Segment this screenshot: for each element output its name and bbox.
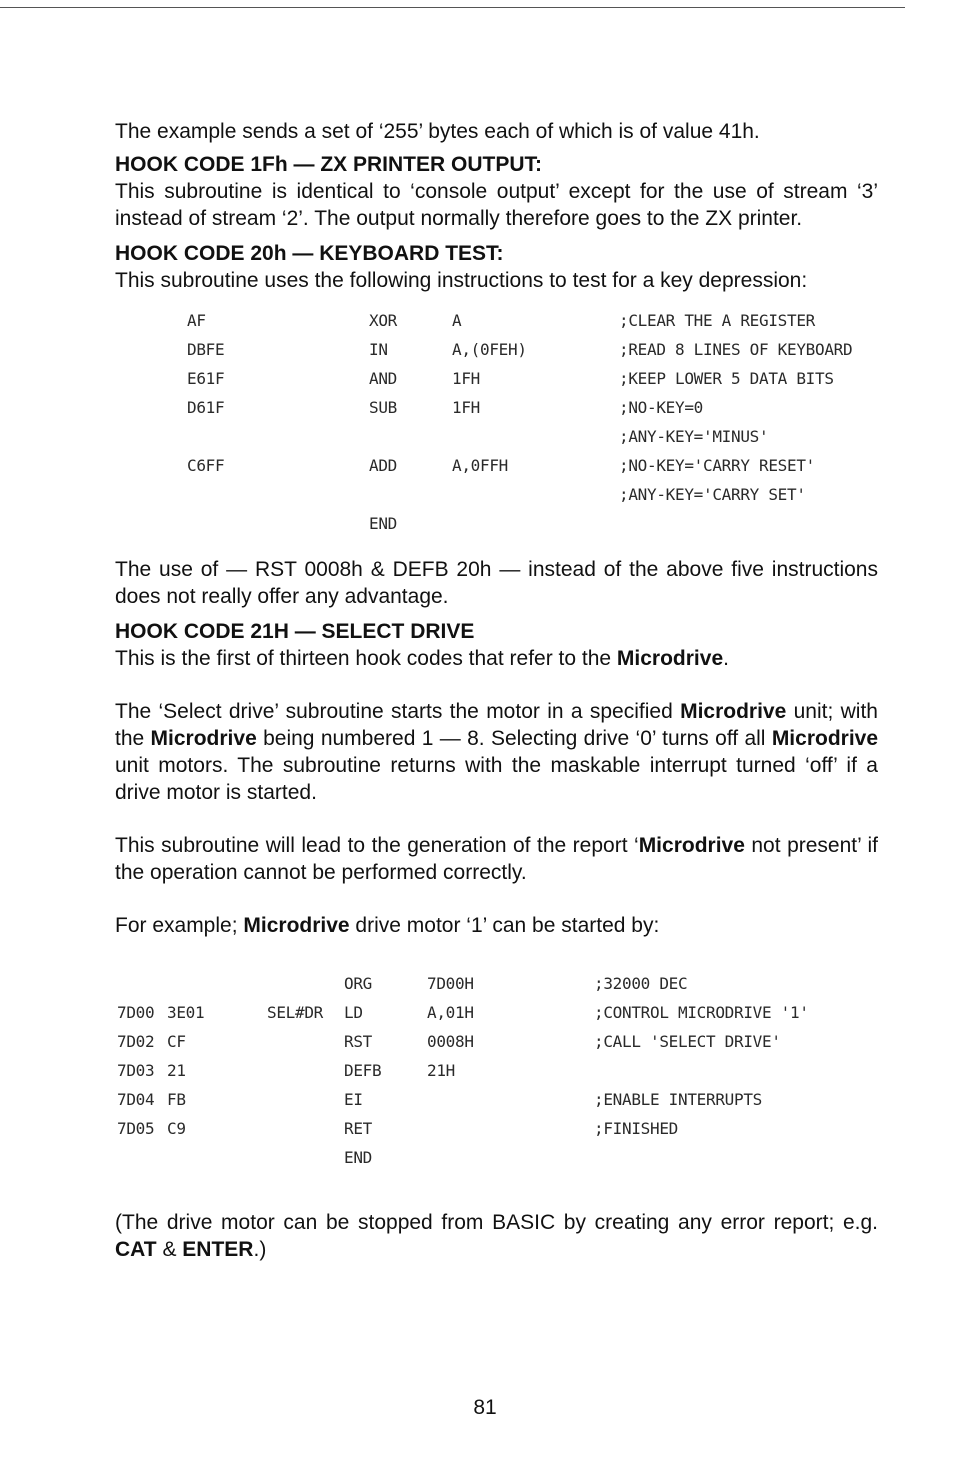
paragraph-hook-21-intro	[115, 645, 878, 672]
code-op: ADD	[369, 456, 397, 475]
code-op: DEFB	[344, 1061, 382, 1080]
text: being numbered 1 — 8. Selecting drive ‘0’ turns off all	[256, 727, 772, 750]
code-op: LD	[344, 1003, 363, 1022]
code-code: FB	[167, 1090, 186, 1109]
text: unit motors. The subroutine returns with the maskable interrupt turned ‘off’ if a drive motor is started.	[115, 754, 878, 804]
code-arg: A,(0FEH)	[452, 340, 527, 359]
code-addr: 7D05	[117, 1119, 155, 1138]
code-arg: 1FH	[452, 398, 480, 417]
code-op: EI	[344, 1090, 363, 1109]
paragraph-report	[115, 832, 878, 886]
microdrive-term: Microdrive	[638, 834, 745, 857]
text: not present’ if the operation cannot be performed correctly.	[115, 834, 878, 884]
heading-hook-21: HOOK CODE 21H — SELECT DRIVE	[115, 620, 475, 643]
code-comment: ;ENABLE INTERRUPTS	[594, 1090, 762, 1109]
code-arg: 21H	[427, 1061, 455, 1080]
page-number: 81	[473, 1396, 497, 1419]
text: .	[723, 647, 729, 670]
code-comment: ;FINISHED	[594, 1119, 678, 1138]
code-op: END	[369, 514, 397, 533]
paragraph-closing	[115, 1209, 878, 1263]
paragraph-rst-note: The use of — RST 0008h & DEFB 20h — instead of the above five instructions does not really offer any advantage.	[115, 558, 878, 608]
code-code: AF	[187, 311, 206, 330]
text: This subroutine will lead to the generation of the report ‘	[115, 834, 639, 857]
code-code: CF	[167, 1032, 186, 1051]
heading-hook-1f: HOOK CODE 1Fh — ZX PRINTER OUTPUT:	[115, 153, 543, 176]
code-op: IN	[369, 340, 388, 359]
code-comment: ;KEEP LOWER 5 DATA BITS	[619, 369, 834, 388]
text: (The drive motor can be stopped from BASIC by creating any error report; e.g.	[115, 1211, 878, 1234]
code-arg: 1FH	[452, 369, 480, 388]
code-arg: A,0FFH	[452, 456, 508, 475]
heading-hook-20: HOOK CODE 20h — KEYBOARD TEST:	[115, 242, 504, 265]
code-op: END	[344, 1148, 372, 1167]
paragraph-hook-20: This subroutine uses the following instructions to test for a key depression:	[115, 269, 808, 292]
code-op: RST	[344, 1032, 372, 1051]
code-comment: ;CLEAR THE A REGISTER	[619, 311, 815, 330]
text: .)	[253, 1238, 267, 1261]
code-op: XOR	[369, 311, 397, 330]
microdrive-term: Microdrive	[616, 647, 724, 670]
code-addr: 7D03	[117, 1061, 155, 1080]
code-addr: 7D02	[117, 1032, 155, 1051]
code-op: SUB	[369, 398, 397, 417]
page-body	[115, 118, 878, 1263]
code-code: 3E01	[167, 1003, 205, 1022]
code-arg: A	[452, 311, 462, 330]
keyboard-test-listing	[115, 306, 878, 546]
code-code: D61F	[187, 398, 225, 417]
code-code: C6FF	[187, 456, 225, 475]
code-comment: ;CONTROL MICRODRIVE '1'	[594, 1003, 809, 1022]
paragraph-select-drive	[115, 698, 878, 806]
code-code: DBFE	[187, 340, 225, 359]
code-op: AND	[369, 369, 397, 388]
code-code: E61F	[187, 369, 225, 388]
microdrive-term: Microdrive	[771, 727, 879, 750]
code-code: 21	[167, 1061, 186, 1080]
code-arg: A,01H	[427, 1003, 474, 1022]
text: drive motor ‘1’ can be started by:	[349, 914, 660, 937]
microdrive-term: Microdrive	[680, 700, 787, 723]
code-comment: ;ANY-KEY='MINUS'	[619, 427, 769, 446]
text: This is the first of thirteen hook codes that refer to the	[115, 647, 617, 670]
code-comment: ;NO-KEY=0	[619, 398, 703, 417]
text: For example;	[115, 914, 244, 937]
cat-keyword: CAT	[115, 1238, 157, 1261]
paragraph-example	[115, 912, 878, 939]
text: The ‘Select drive’ subroutine starts the motor in a specified	[115, 700, 681, 723]
paragraph-hook-1f: This subroutine is identical to ‘console output’ except for the use of stream ‘3’ instead of stream ‘2’. The output normally therefore goes to the ZX printer.	[115, 180, 878, 230]
code-addr: 7D04	[117, 1090, 155, 1109]
code-code: C9	[167, 1119, 186, 1138]
intro-paragraph: The example sends a set of ‘255’ bytes each of which is of value 41h.	[115, 120, 760, 143]
code-comment: ;READ 8 LINES OF KEYBOARD	[619, 340, 853, 359]
code-addr: 7D00	[117, 1003, 155, 1022]
microdrive-term: Microdrive	[243, 914, 350, 937]
code-comment: ;32000 DEC	[594, 974, 688, 993]
microdrive-term: Microdrive	[150, 727, 257, 750]
code-comment: ;NO-KEY='CARRY RESET'	[619, 456, 815, 475]
enter-keyword: ENTER	[182, 1238, 254, 1261]
top-rule	[0, 7, 905, 8]
code-comment: ;ANY-KEY='CARRY SET'	[619, 485, 806, 504]
select-drive-listing	[115, 969, 878, 1179]
code-arg: 7D00H	[427, 974, 474, 993]
code-comment: ;CALL 'SELECT DRIVE'	[594, 1032, 781, 1051]
code-op: RET	[344, 1119, 372, 1138]
text: unit; with the	[115, 700, 878, 750]
text: &	[156, 1238, 183, 1261]
code-label: SEL#DR	[267, 1003, 323, 1022]
code-arg: 0008H	[427, 1032, 474, 1051]
code-op: ORG	[344, 974, 372, 993]
